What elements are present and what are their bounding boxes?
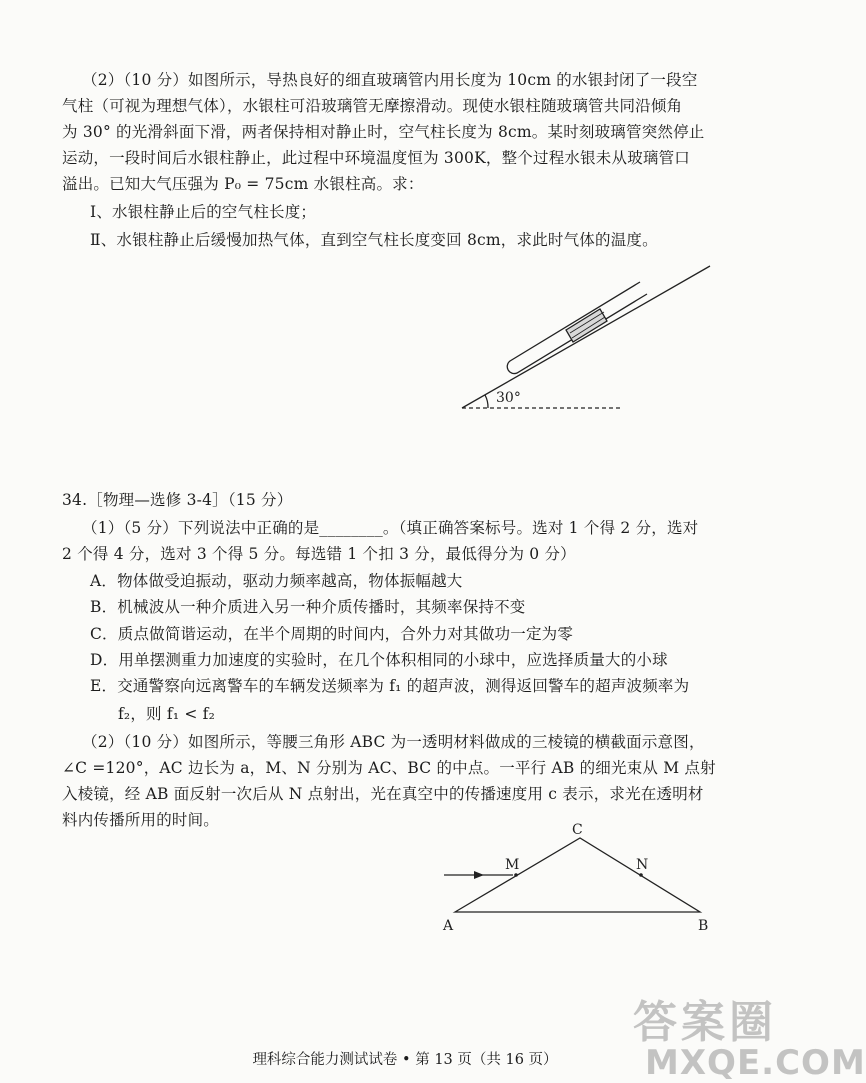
q2a-line-4: 运动，一段时间后水银柱静止，此过程中环境温度恒为 300K，整个过程水银未从玻璃管口 bbox=[62, 149, 690, 167]
label-b: B bbox=[698, 918, 709, 934]
incline-line bbox=[462, 266, 710, 408]
option-b: B．机械波从一种介质进入另一种介质传播时，其频率保持不变 bbox=[90, 598, 526, 616]
page-footer: 理科综合能力测试试卷 • 第 13 页（共 16 页） bbox=[252, 1052, 558, 1068]
point-m bbox=[514, 873, 518, 877]
glass-tube bbox=[507, 282, 647, 374]
watermark-top: 答案圈 bbox=[633, 997, 777, 1048]
q2a-subq-2: Ⅱ、水银柱静止后缓慢加热气体，直到空气柱长度变回 8cm，求此时气体的温度。 bbox=[90, 231, 658, 249]
q34-part1-line-1: （1）（5 分）下列说法中正确的是________。（填正确答案标号。选对 1 个得 2 分，选对 bbox=[82, 519, 699, 537]
q34-part2-line-3: 入棱镜，经 AB 面反射一次后从 N 点射出，光在真空中的传播速度用 c 表示，求光在透明材 bbox=[62, 785, 704, 803]
label-a: A bbox=[443, 918, 454, 934]
mercury-column bbox=[566, 309, 607, 342]
angle-arc bbox=[485, 395, 488, 408]
ray-arrow bbox=[474, 871, 484, 879]
option-d: D．用单摆测重力加速度的实验时，在几个体积相同的小球中，应选择质量大的小球 bbox=[90, 651, 668, 669]
watermark-bottom: MXQE.COM bbox=[645, 1043, 866, 1083]
label-m: M bbox=[505, 857, 520, 873]
q2a-line-2: 气柱（可视为理想气体），水银柱可沿玻璃管无摩擦滑动。现使水银柱随玻璃管共同沿倾角 bbox=[62, 97, 683, 115]
label-n: N bbox=[636, 857, 649, 873]
q34-part2-line-2: ∠C =120°，AC 边长为 a，M、N 分别为 AC、BC 的中点。一平行 AB 的细光束从 M 点射 bbox=[62, 759, 716, 777]
q2a-line-3: 为 30° 的光滑斜面下滑，两者保持相对静止时，空气柱长度为 8cm。某时刻玻璃管突然停止 bbox=[62, 123, 705, 141]
q2a-line-1: （2）（10 分）如图所示，导热良好的细直玻璃管内用长度为 10cm 的水银封闭了一段空 bbox=[82, 71, 698, 89]
point-n bbox=[639, 873, 643, 877]
q34-part2-line-4: 料内传播所用的时间。 bbox=[62, 811, 220, 829]
q34-header: 34.［物理—选修 3-4］（15 分） bbox=[62, 491, 293, 509]
angle-label: 30° bbox=[496, 390, 521, 406]
q34-part1-line-2: 2 个得 4 分，选对 3 个得 5 分。每选错 1 个扣 3 分，最低得分为 0 分） bbox=[62, 545, 576, 563]
option-a: A．物体做受迫振动，驱动力频率越高，物体振幅越大 bbox=[90, 572, 463, 590]
q2a-subq-1: Ⅰ、水银柱静止后的空气柱长度； bbox=[90, 203, 317, 221]
option-c: C．质点做简谐运动，在半个周期的时间内，合外力对其做功一定为零 bbox=[90, 625, 574, 643]
option-e: E．交通警察向远离警车的车辆发送频率为 f₁ 的超声波，测得返回警车的超声波频率为 bbox=[90, 677, 690, 695]
label-c: C bbox=[572, 822, 583, 838]
option-e-cont: f₂，则 f₁ < f₂ bbox=[118, 705, 216, 723]
triangle-abc bbox=[455, 838, 700, 912]
q2a-line-5: 溢出。已知大气压强为 P₀ = 75cm 水银柱高。求： bbox=[62, 175, 424, 193]
q34-part2-line-1: （2）（10 分）如图所示，等腰三角形 ABC 为一透明材料做成的三棱镜的横截面示意图， bbox=[82, 733, 705, 751]
